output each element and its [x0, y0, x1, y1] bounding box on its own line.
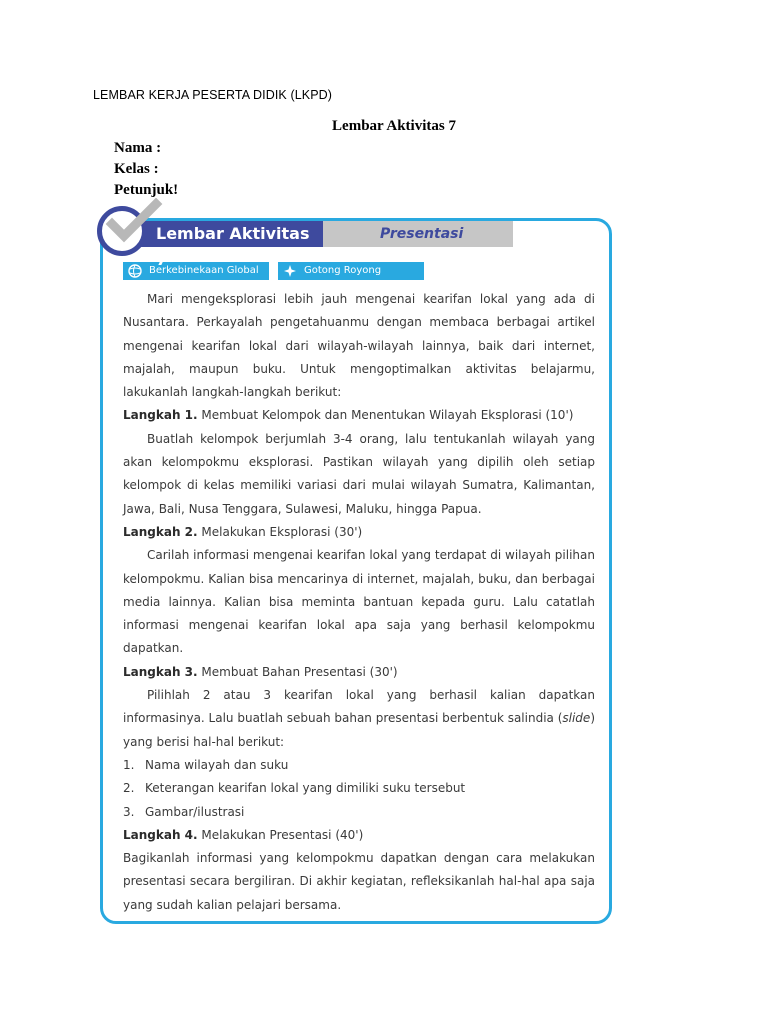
globe-icon [128, 264, 142, 278]
step-title: Melakukan Eksplorasi (30') [201, 524, 363, 539]
list-number: 3. [123, 804, 135, 819]
step-label: Langkah 2. [123, 524, 198, 539]
people-star-icon [283, 264, 297, 278]
sheet-title: Lembar Aktivitas 7 [332, 118, 456, 134]
step-3-heading [123, 661, 595, 684]
tag-berkebinekaan-global [123, 262, 269, 280]
list-text: Keterangan kearifan lokal yang dimiliki suku tersebut [145, 781, 466, 796]
list-text: Nama wilayah dan suku [145, 757, 289, 772]
list-item [123, 754, 595, 777]
step-title: Melakukan Presentasi (40') [201, 827, 364, 842]
tag-label: Gotong Royong [304, 265, 382, 276]
card-subtitle: Presentasi [323, 221, 513, 247]
step-3-text-italic: slide [562, 711, 591, 726]
step-4-text: Bagikanlah informasi yang kelompokmu dapatkan dengan cara melakukan presentasi secara bergiliran. Di akhir kegiatan, refleksikanlah hal-hal apa saja yang sudah kalian pelajari bersama. [123, 851, 595, 912]
step-label: Langkah 3. [123, 664, 198, 679]
list-number: 1. [123, 757, 135, 772]
intro-paragraph: Mari mengeksplorasi lebih jauh mengenai kearifan lokal yang ada di Nusantara. Perkayalah pengetahuanmu dengan membaca berbagai artikel mengenai kearifan lokal dari wilayah-wilayah lainnya, baik dari internet, majalah, maupun buku. Untuk mengoptimalkan aktivitas belajarmu, lakukanlah langkah-langkah berikut: [123, 292, 595, 400]
step-3-text-after: ) yang berisi hal-hal berikut: [123, 711, 595, 749]
tag-gotong-royong [278, 262, 424, 280]
step-4-heading [123, 824, 595, 847]
step-title: Membuat Bahan Presentasi (30') [201, 664, 398, 679]
tag-label: Berkebinekaan Global [149, 265, 259, 276]
step-2-heading [123, 521, 595, 544]
checkmark-icon [104, 198, 164, 248]
step-1-text: Buatlah kelompok berjumlah 3-4 orang, lalu tentukanlah wilayah yang akan kelompokmu eksplorasi. Pastikan wilayah yang dipilih oleh setiap kelompok di kelas memiliki variasi dari mulai wilayah Sumatra, Kalimantan, Jawa, Bali, Nusa Tenggara, Sulawesi, Maluku, hingga Papua. [123, 431, 595, 516]
step-3-text-before: Pilihlah 2 atau 3 kearifan lokal yang berhasil kalian dapatkan informasinya. Lalu buatlah sebuah bahan presentasi berbentuk salindia ( [123, 688, 595, 726]
document-header: LEMBAR KERJA PESERTA DIDIK (LKPD) [93, 88, 333, 102]
kelas-field-label: Kelas : [114, 161, 159, 177]
list-number: 2. [123, 781, 135, 796]
step-title: Membuat Kelompok dan Menentukan Wilayah Eksplorasi (10') [201, 408, 574, 423]
step-label: Langkah 1. [123, 408, 198, 423]
step-1-heading [123, 404, 595, 427]
card-title: Lembar Aktivitas 7 [137, 221, 323, 247]
step-label: Langkah 4. [123, 827, 198, 842]
petunjuk-label: Petunjuk! [114, 182, 179, 198]
nama-field-label: Nama : [114, 140, 162, 156]
list-text: Gambar/ilustrasi [145, 804, 245, 819]
list-item [123, 777, 595, 800]
card-body [123, 288, 595, 917]
list-item [123, 801, 595, 824]
step-3-text [123, 684, 595, 754]
step-2-text: Carilah informasi mengenai kearifan lokal yang terdapat di wilayah pilihan kelompokmu. Kalian bisa mencarinya di internet, majalah, buku, dan berbagai media lainnya. Kalian bisa meminta bantuan kepada guru. Lalu catatlah informasi mengenai kearifan lokal apa saja yang berhasil kelompokmu dapatkan. [123, 548, 595, 656]
